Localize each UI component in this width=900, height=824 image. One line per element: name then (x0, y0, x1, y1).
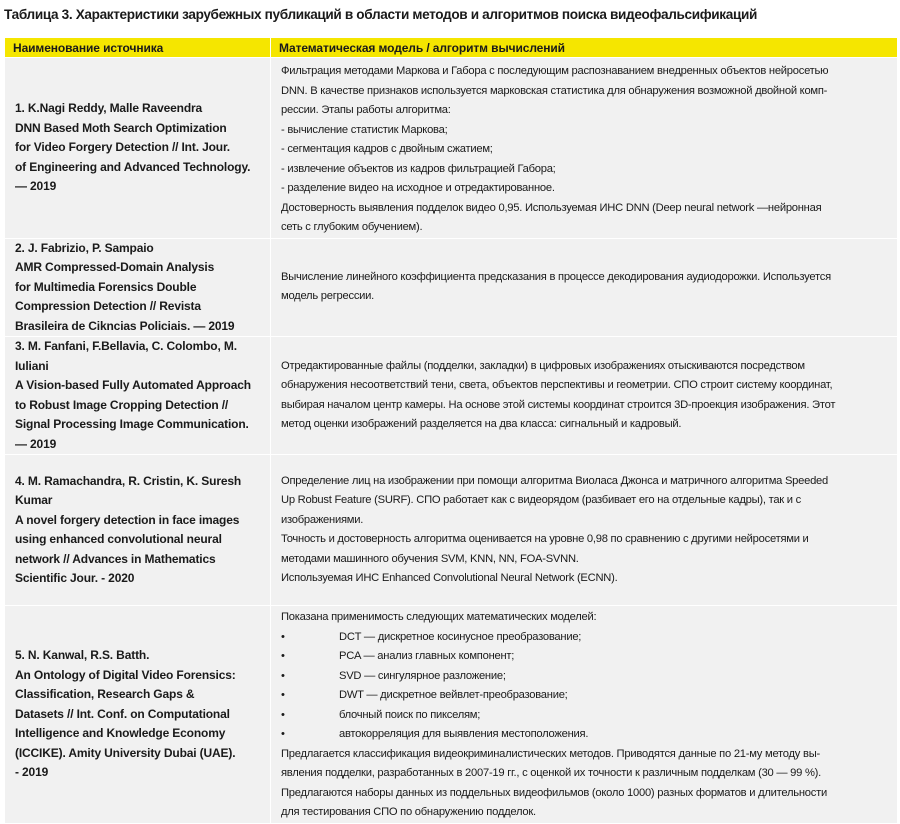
source-line: An Ontology of Digital Video Forensics: (15, 667, 236, 682)
source-line: A novel forgery detection in face images (15, 512, 240, 527)
table-row (5, 58, 898, 239)
source-line: AMR Compressed-Domain Analysis (15, 260, 215, 274)
description-cell (271, 58, 898, 239)
description-line: метод оценки изображений разделяется на два класса: сигнальный и кадровый. (281, 418, 682, 430)
source-line: Scientific Jour. - 2020 (15, 571, 135, 585)
source-line: 1. K.Nagi Reddy, Malle Raveendra (15, 101, 203, 115)
source-line: Classification, Research Gaps & (15, 687, 195, 701)
source-line: 3. M. Fanfani, F.Bellavia, C. Colombo, M. (15, 339, 237, 353)
source-cell (5, 606, 271, 824)
source-cell (5, 337, 271, 455)
header-model: Математическая модель / алгоритм вычислений (271, 38, 898, 58)
table-row (5, 606, 898, 824)
source-line: using enhanced convolutional neural (15, 532, 222, 546)
source-line: DNN Based Moth Search Optimization (15, 120, 227, 135)
description-line: Достоверность выявления подделок видео 0,95. Используемая ИНС DNN (Deep neural network —нейронная (281, 201, 822, 214)
description-intro: Показана применимость следующих математических моделей: (281, 611, 597, 623)
table-header-row (5, 38, 898, 58)
description-cell (271, 606, 898, 824)
description-line: рессии. Этапы работы алгоритма: (281, 104, 451, 116)
description-line: модель регрессии. (281, 290, 375, 303)
source-line: for Multimedia Forensics Double (15, 279, 197, 294)
description-line: Точность и достоверность алгоритма оценивается на уровне 0,98 по сравнению с другими нейросетями и (281, 533, 809, 545)
source-cell (5, 58, 271, 239)
source-line: Kumar (15, 493, 53, 507)
description-line: Предлагается классификация видеокриминалистических методов. Приводятся данные по 21-му методу вы- (281, 747, 820, 760)
description-line: явления подделки, разработанных в 2007-19 гг., с оценкой их точности к различным подделкам (30 — 99 %). (281, 767, 822, 779)
source-line: - 2019 (15, 765, 49, 779)
description-line: Фильтрация методами Маркова и Габора с последующим распознаванием внедренных объектов нейросетью (281, 65, 829, 77)
source-line: Iuliani (15, 358, 49, 373)
bullet-text: PCA — анализ главных компонент; (339, 650, 515, 662)
source-cell (5, 455, 271, 606)
source-line: Signal Processing Image Communication. (15, 417, 249, 431)
bullet-text: автокорреляция для выявления местоположения. (339, 728, 589, 740)
source-line: A Vision-based Fully Automated Approach (15, 378, 251, 392)
description-line: - сегментация кадров с двойным сжатием; (281, 143, 493, 155)
description-cell (271, 337, 898, 455)
header-source: Наименование источника (5, 38, 271, 58)
bullet-text: блочный поиск по пикселям; (339, 708, 481, 721)
description-line: - вычисление статистик Маркова; (281, 123, 448, 136)
description-line: обнаружения несоответствий тени, света, объектов перспективы и геометрии. СПО строит систему координат, (281, 379, 833, 391)
description-cell (271, 455, 898, 606)
bullet-text: DCT — дискретное косинусное преобразование; (339, 630, 582, 643)
description-line: Up Robust Feature (SURF). СПО работает как с видеорядом (разбивает его на отдельные кадры), так и с (281, 494, 801, 506)
source-line: of Engineering and Advanced Technology. (15, 159, 251, 174)
description-cell (271, 238, 898, 337)
source-cell (5, 238, 271, 337)
bullet-icon: • (281, 728, 285, 740)
description-line: сеть с глубоким обучением). (281, 221, 423, 233)
source-line: for Video Forgery Detection // Int. Jour. (15, 140, 230, 154)
source-line: Brasileira de Cikncias Policiais. — 2019 (15, 318, 235, 333)
description-line: изображениями. (281, 513, 364, 526)
bullet-icon: • (281, 689, 285, 701)
source-line: 4. M. Ramachandra, R. Cristin, K. Suresh (15, 473, 242, 488)
description-line: Предлагаются наборы данных из поддельных видеофильмов (около 1000) разных форматов и длительности (281, 786, 827, 799)
description-line: Используемая ИНС Enhanced Convolutional Neural Network (ECNN). (281, 572, 618, 584)
source-line: (ICCIKE). Amity University Dubai (UAE). (15, 745, 236, 760)
bullet-item (281, 628, 891, 648)
bullet-item (281, 686, 891, 706)
source-line: 5. N. Kanwal, R.S. Batth. (15, 648, 150, 662)
description-line: методами машинного обучения SVM, KNN, NN, FOA-SVNN. (281, 552, 579, 565)
description-line: Отредактированные файлы (подделки, закладки) в цифровых изображениях отыскиваются посредством (281, 359, 805, 372)
description-line: для тестирования СПО по обнаружению подделок. (281, 806, 536, 818)
publications-table (4, 37, 898, 824)
description-line: DNN. В качестве признаков используется марковская статистика для обнаружения возможной двойной комп- (281, 84, 828, 97)
bullet-icon: • (281, 669, 285, 682)
description-line: Вычисление линейного коэффициента предсказания в процессе декодирования аудиодорожки. Используется (281, 270, 831, 283)
source-line: to Robust Image Cropping Detection // (15, 397, 229, 412)
source-line: network // Advances in Mathematics (15, 551, 216, 566)
source-line: — 2019 (15, 436, 57, 451)
table-row (5, 337, 898, 455)
source-line: — 2019 (15, 179, 57, 193)
description-line: - разделение видео на исходное и отредактированное. (281, 182, 555, 194)
description-line: выбирая началом центр камеры. На основе этой системы координат строится 3D-проекция изображения. Этот (281, 398, 836, 411)
bullet-item (281, 725, 891, 745)
table-row (5, 238, 898, 337)
source-line: Datasets // Int. Conf. on Computational (15, 706, 230, 721)
description-line: - извлечение объектов из кадров фильтрацией Габора; (281, 162, 556, 175)
bullet-icon: • (281, 650, 285, 662)
bullet-icon: • (281, 708, 285, 721)
description-line: Определение лиц на изображении при помощи алгоритма Виоласа Джонса и матричного алгоритма Speeded (281, 474, 829, 487)
table-row (5, 455, 898, 606)
source-line: Compression Detection // Revista (15, 299, 201, 313)
table-title: Таблица 3. Характеристики зарубежных публикаций в области методов и алгоритмов поиска видеофальсификаций (4, 7, 757, 22)
bullet-item (281, 647, 891, 667)
source-line: Intelligence and Knowledge Economy (15, 726, 226, 740)
bullet-item (281, 667, 891, 687)
bullet-item (281, 706, 891, 726)
bullet-icon: • (281, 630, 285, 643)
bullet-text: SVD — сингулярное разложение; (339, 669, 506, 682)
bullet-text: DWT — дискретное вейвлет-преобразование; (339, 689, 568, 701)
source-line: 2. J. Fabrizio, P. Sampaio (15, 240, 154, 255)
